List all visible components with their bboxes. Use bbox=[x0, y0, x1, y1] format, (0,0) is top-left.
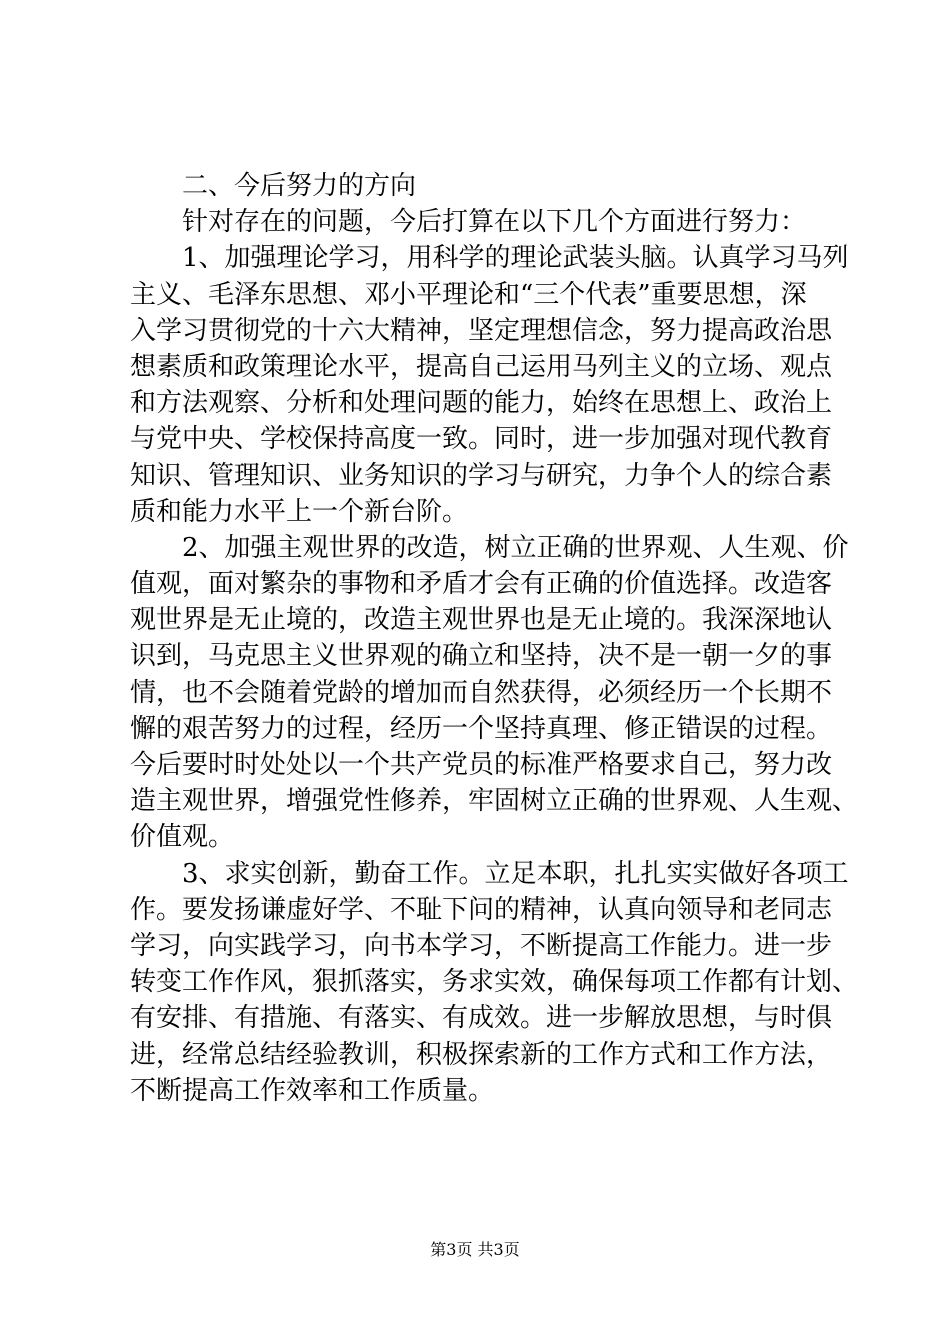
body-line: 造主观世界，增强党性修养，牢固树立正确的世界观、人生观、 bbox=[130, 786, 859, 817]
section-heading: 二、今后努力的方向 bbox=[130, 171, 417, 201]
body-line: 转变工作作风，狠抓落实，务求实效，确保每项工作都有计划、 bbox=[130, 967, 859, 998]
body-line: 情，也不会随着党龄的增加而自然获得，必须经历一个长期不 bbox=[130, 677, 833, 708]
body-line: 针对存在的问题，今后打算在以下几个方面进行努力： bbox=[130, 207, 807, 238]
body-line: 1、加强理论学习，用科学的理论武装头脑。认真学习马列 bbox=[130, 243, 849, 274]
body-line: 3、求实创新，勤奋工作。立足本职，扎扎实实做好各项工 bbox=[130, 858, 849, 889]
body-line: 懈的艰苦努力的过程，经历一个坚持真理、修正错误的过程。 bbox=[130, 713, 833, 744]
body-line: 识到，马克思主义世界观的确立和坚持，决不是一朝一夕的事 bbox=[130, 641, 833, 672]
body-line: 和方法观察、分析和处理问题的能力，始终在思想上、政治上 bbox=[130, 388, 833, 419]
body-line: 今后要时时处处以一个共产党员的标准严格要求自己，努力改 bbox=[130, 750, 833, 780]
body-line: 作。要发扬谦虚好学、不耻下问的精神，认真向领导和老同志 bbox=[130, 894, 833, 925]
body-line: 学习，向实践学习，向书本学习，不断提高工作能力。进一步 bbox=[130, 930, 833, 961]
body-line: 想素质和政策理论水平，提高自己运用马列主义的立场、观点 bbox=[130, 351, 833, 382]
body-line: 价值观。 bbox=[130, 822, 235, 853]
body-line: 有安排、有措施、有落实、有成效。进一步解放思想，与时俱 bbox=[130, 1003, 833, 1034]
body-line: 质和能力水平上一个新台阶。 bbox=[130, 496, 469, 527]
body-line: 主义、毛泽东思想、邓小平理论和“三个代表”重要思想，深 bbox=[130, 279, 807, 310]
body-line: 入学习贯彻党的十六大精神，坚定理想信念，努力提高政治思 bbox=[130, 315, 833, 346]
body-line: 观世界是无止境的，改造主观世界也是无止境的。我深深地认 bbox=[130, 605, 833, 636]
body-line: 不断提高工作效率和工作质量。 bbox=[130, 1075, 495, 1106]
body-line: 值观，面对繁杂的事物和矛盾才会有正确的价值选择。改造客 bbox=[130, 569, 833, 600]
document-body bbox=[130, 168, 859, 1109]
body-line: 知识、管理知识、业务知识的学习与研究，力争个人的综合素 bbox=[130, 460, 833, 491]
body-line: 与党中央、学校保持高度一致。同时，进一步加强对现代教育 bbox=[130, 424, 833, 455]
body-line: 2、加强主观世界的改造，树立正确的世界观、人生观、价 bbox=[130, 532, 849, 563]
page-number-footer: 第3页 共3页 bbox=[430, 1240, 520, 1259]
body-line: 进，经常总结经验教训，积极探索新的工作方式和工作方法， bbox=[130, 1039, 833, 1070]
